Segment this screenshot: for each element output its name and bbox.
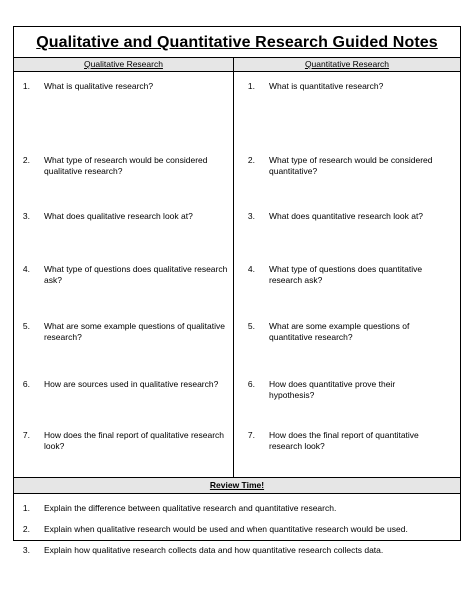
- question-text: How does the final report of qualitative research look?: [44, 430, 225, 451]
- question-number: 5.: [247, 321, 255, 331]
- question-number: 3.: [22, 211, 30, 221]
- question-text: How are sources used in qualitative research?: [44, 379, 219, 389]
- question-text: What type of questions does quantitative research ask?: [269, 264, 423, 285]
- question-text: What type of research would be considered qualitative research?: [44, 155, 208, 176]
- question-text: What does quantitative research look at?: [269, 211, 424, 221]
- guided-notes-sheet: [13, 26, 461, 555]
- question-text: What is quantitative research?: [269, 81, 384, 91]
- review-title: Review Time!: [209, 480, 265, 490]
- review-text: Explain how qualitative research collects data and how quantitative research collects data.: [44, 545, 384, 555]
- question-number: 1.: [22, 81, 30, 91]
- question-number: 1.: [247, 81, 255, 91]
- question-text: How does quantitative prove their hypothesis?: [269, 379, 396, 400]
- question-number: 7.: [247, 430, 255, 440]
- question-number: 4.: [22, 264, 30, 274]
- question-text: What type of research would be considered quantitative?: [269, 155, 433, 176]
- review-number: 3.: [22, 545, 30, 555]
- page-title: Qualitative and Quantitative Research Guided Notes: [36, 34, 438, 51]
- question-number: 2.: [22, 155, 30, 165]
- question-number: 3.: [247, 211, 255, 221]
- quantitative-column-header: Quantitative Research: [304, 59, 390, 69]
- question-number: 4.: [247, 264, 255, 274]
- question-text: What does qualitative research look at?: [44, 211, 193, 221]
- question-number: 6.: [247, 379, 255, 389]
- question-number: 7.: [22, 430, 30, 440]
- question-text: What type of questions does qualitative research ask?: [44, 264, 228, 285]
- title-row: [14, 27, 460, 58]
- question-number: 6.: [22, 379, 30, 389]
- question-number: 2.: [247, 155, 255, 165]
- review-header: [14, 477, 460, 494]
- question-text: What are some example questions of qualitative research?: [44, 321, 225, 342]
- column-header-row: [14, 58, 460, 72]
- question-text: What is qualitative research?: [44, 81, 154, 91]
- review-text: Explain when qualitative research would be used and when quantitative research would be used.: [44, 524, 408, 534]
- question-number: 5.: [22, 321, 30, 331]
- qualitative-column-header: Qualitative Research: [84, 59, 163, 69]
- review-number: 2.: [22, 524, 30, 534]
- question-text: What are some example questions of quantitative research?: [269, 321, 410, 342]
- question-text: How does the final report of quantitative research look?: [269, 430, 419, 451]
- review-number: 1.: [22, 503, 30, 513]
- review-text: Explain the difference between qualitative research and quantitative research.: [44, 503, 337, 513]
